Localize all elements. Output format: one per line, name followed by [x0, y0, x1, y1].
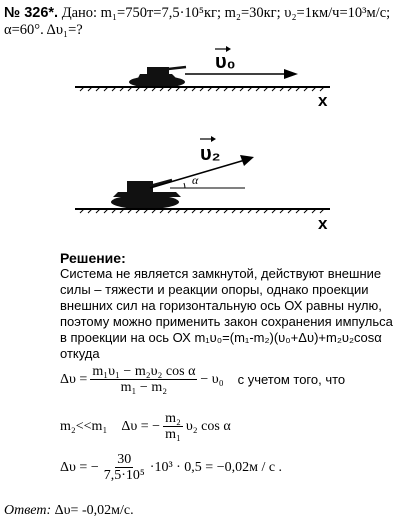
formula-numeric	[60, 452, 282, 483]
axis-x-label-1: x	[318, 91, 328, 110]
answer-value: Δυ= -0,02м/с.	[54, 503, 134, 518]
solution-line: Система не является замкнутой, действуют внешние	[60, 266, 382, 281]
tank-icon-2	[111, 180, 181, 209]
answer-label: Ответ:	[4, 503, 52, 518]
fraction-numerator: 30	[117, 452, 132, 467]
solution-line: внешних сил на горизонтальную ось ОХ равны нулю,	[60, 298, 382, 313]
problem-header	[4, 5, 390, 21]
figure-tank-moving	[0, 40, 409, 110]
given-line-1: Дано: m₁=750т=7,5·10⁵кг; m₂=30кг; υ₂=1км/ч=10³м/с;	[61, 5, 391, 21]
solution-line: силы – тяжести и реакции опоры, однако проекции	[60, 282, 369, 297]
solution-line: откуда	[60, 346, 100, 361]
problem-number: № 326*.	[4, 5, 59, 21]
fraction	[90, 364, 197, 395]
velocity-arrow-head-1	[284, 69, 298, 79]
fraction	[163, 411, 183, 442]
velocity-label-2: υ₂	[200, 143, 221, 165]
fraction-numerator: m₂	[165, 411, 181, 426]
solution-line: в проекции на ось ОХ m₁υ₀=(m₁-m₂)(υ₀+Δυ)+m₂υ₂cosα	[60, 330, 382, 345]
formula-tail: − υ₀	[200, 371, 224, 387]
answer	[4, 503, 134, 519]
velocity-label-1: υ₀	[215, 51, 236, 73]
formula-note: с учетом того, что	[237, 372, 346, 387]
fraction	[102, 452, 147, 483]
velocity-arrow-head-2	[240, 155, 254, 166]
formula-lhs: Δυ =	[60, 371, 88, 387]
formula-lhs: Δυ = −	[60, 459, 99, 475]
formula-delta-v	[60, 364, 345, 395]
figure-tank-firing	[0, 132, 409, 232]
formula-approximation	[60, 411, 231, 442]
fraction-denominator: 7,5·10⁵	[103, 468, 145, 483]
formula-tail: ·10³ · 0,5 = −0,02м / с .	[149, 459, 283, 475]
fraction-denominator: m₁	[165, 427, 181, 442]
given-line-2: α=60°. Δυ₁=?	[4, 22, 83, 38]
axis-x-label-2: x	[318, 214, 328, 232]
fraction-numerator: m₁υ₁ − m₂υ₂ cos α	[92, 364, 196, 379]
tank-icon-1	[129, 67, 186, 88]
formula-lhs: Δυ = −	[121, 418, 161, 434]
solution-heading: Решение:	[60, 250, 126, 266]
angle-arc	[184, 183, 185, 188]
formula-tail: υ₂ cos α	[185, 418, 231, 434]
formula-condition: m₂<<m₁	[60, 418, 108, 434]
solution-line: поэтому можно применить закон сохранения импульса	[60, 314, 393, 329]
fraction-denominator: m₁ − m₂	[120, 380, 168, 395]
angle-label: α	[192, 173, 199, 187]
solution-text	[60, 266, 393, 362]
